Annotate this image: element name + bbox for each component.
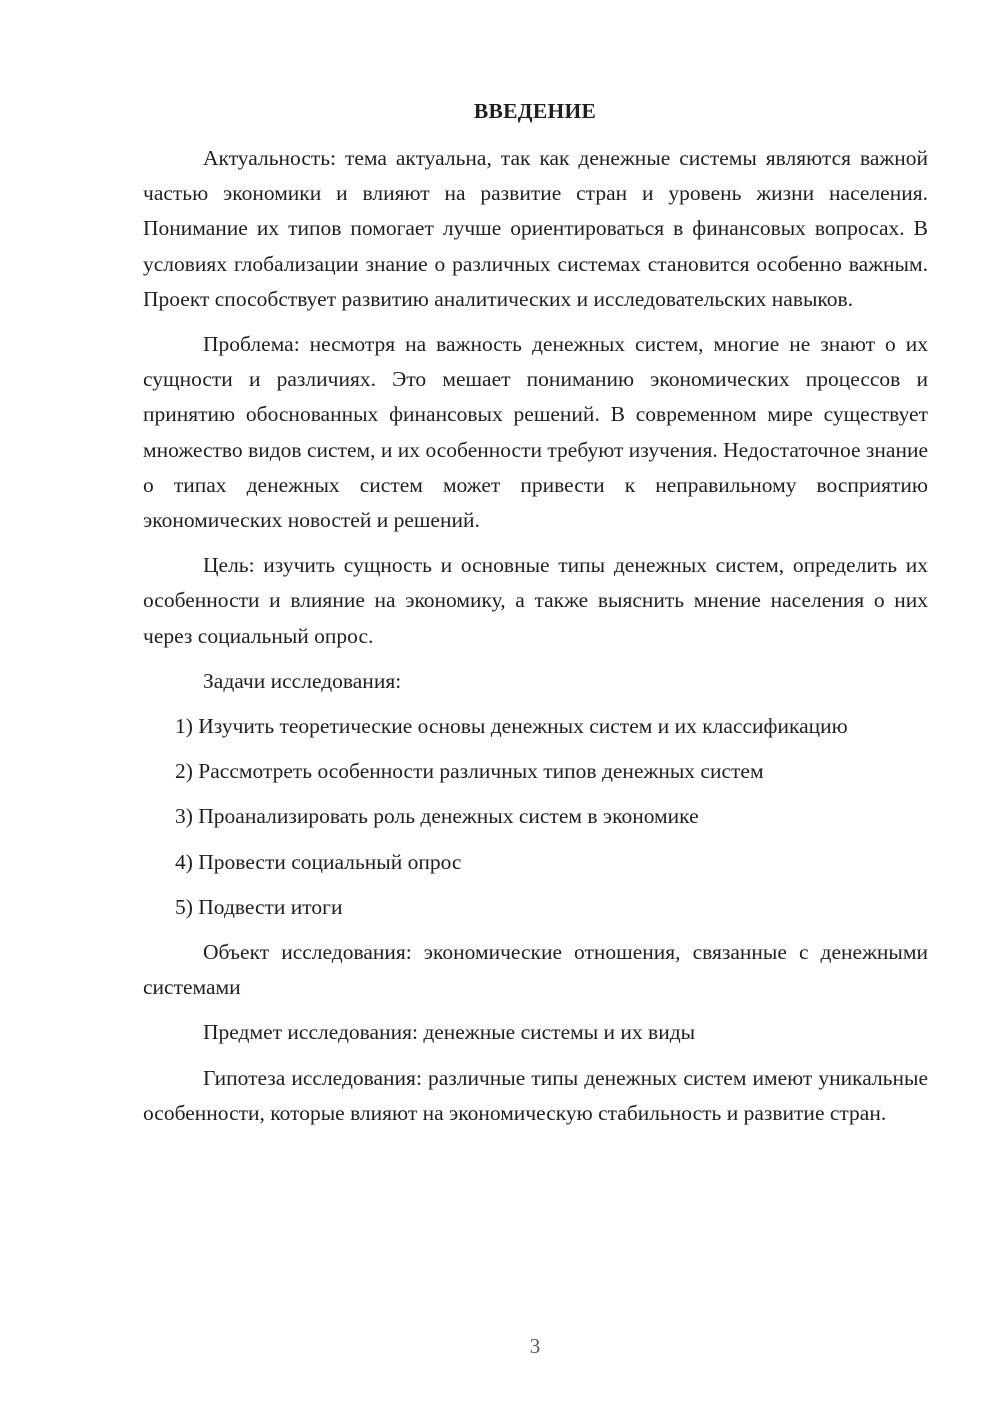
- tasks-list: [143, 709, 928, 925]
- paragraph-hypothesis: Гипотеза исследования: различные типы денежных систем имеют уникальные особенности, которые влияют на экономическую стабильность и развитие стран.: [143, 1065, 928, 1125]
- tasks-heading: Задачи исследования:: [203, 668, 402, 693]
- paragraph-subject: Предмет исследования: денежные системы и их виды: [203, 1020, 696, 1045]
- list-item: 5) Подвести итоги: [175, 894, 343, 919]
- page-title: ВВЕДЕНИЕ: [473, 99, 597, 123]
- list-item: 4) Провести социальный опрос: [175, 849, 462, 874]
- paragraph-object: Объект исследования: экономические отношения, связанные с денежными системами: [143, 940, 928, 1000]
- list-item: 1) Изучить теоретические основы денежных систем и их классификацию: [175, 714, 848, 739]
- list-item: 2) Рассмотреть особенности различных типов денежных систем: [175, 759, 764, 784]
- paragraph-goal: Цель: изучить сущность и основные типы денежных систем, определить их особенности и влияние на экономику, а также выяснить мнение населения о них через социальный опрос.: [143, 553, 928, 648]
- document-body: [143, 141, 928, 1141]
- paragraph-problem: Проблема: несмотря на важность денежных систем, многие не знают о их сущности и различиях. Это мешает пониманию экономических процессов и принятию обоснованных финансовых решений. В современном мире существует множество видов систем, и их особенности требуют изучения. Недостаточное знание о типах денежных систем может привести к неправильному восприятию экономических новостей и решений.: [143, 332, 928, 533]
- paragraph-relevance: Актуальность: тема актуальна, так как денежные системы являются важной частью экономики и влияют на развитие стран и уровень жизни населения. Понимание их типов помогает лучше ориентироваться в финансовых вопросах. В условиях глобализации знание о различных системах становится особенно важным. Проект способствует развитию аналитических и исследовательских навыков.: [143, 146, 928, 311]
- page-number: 3: [529, 1334, 541, 1358]
- list-item: 3) Проанализировать роль денежных систем в экономике: [175, 804, 699, 829]
